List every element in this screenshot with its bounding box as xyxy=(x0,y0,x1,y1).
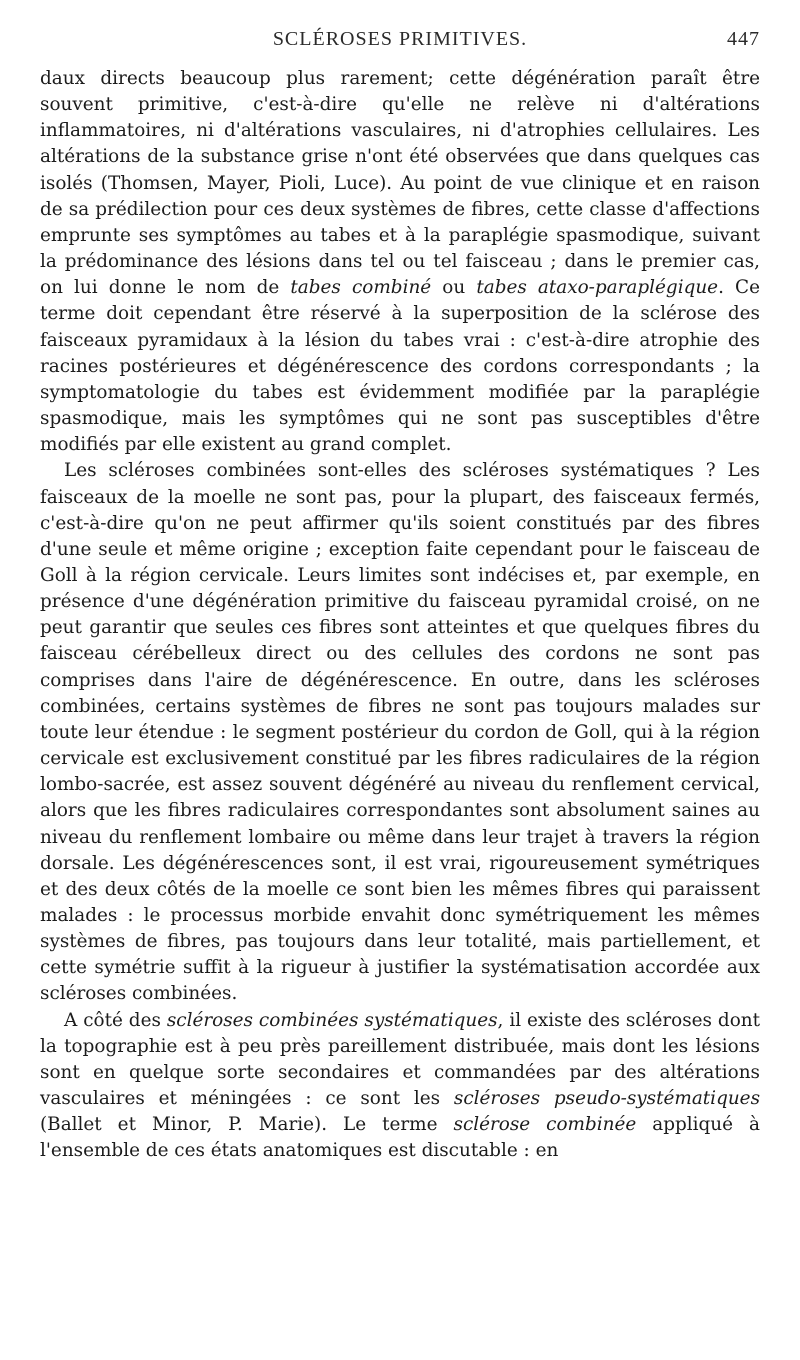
italic-term: tabes combiné xyxy=(290,277,432,299)
text-run: daux directs beaucoup plus rarement; cette dégénération paraît être souvent primitive, c'est-à-dire qu'elle ne relève ni d'altérations inflammatoires, ni d'altérations vasculaires, ni d'atrophies cellulaires. Les altérations de la substance grise n'ont été observées que dans quelques cas isolés (Thomsen, Mayer, Pioli, Luce). Au point de vue clinique et en raison de sa prédilection pour ces deux systèmes de fibres, cette classe d'affections emprunte ses symptômes au tabes et à la paraplégie spasmodique, suivant la prédominance des lésions dans tel ou tel faisceau ; dans le premier cas, on lui donne le nom de xyxy=(40,68,760,299)
italic-term: scléroses pseudo-systématiques xyxy=(453,1088,761,1110)
text-run: ou xyxy=(431,277,477,299)
paragraph-continuation xyxy=(40,66,760,458)
italic-term: tabes ataxo-paraplégique xyxy=(476,277,719,299)
text-run: (Ballet et Minor, P. Marie). Le terme xyxy=(40,1114,454,1136)
book-page xyxy=(40,28,760,1165)
text-run: appliqué à l'ensemble de ces états anatomiques est discutable : en xyxy=(40,1114,760,1162)
text-run: A côté des xyxy=(64,1009,167,1031)
running-head xyxy=(40,28,760,58)
paragraph-systematic-question: Les scléroses combinées sont-elles des scléroses systématiques ? Les faisceaux de la moelle ne sont pas, pour la plupart, des faisceaux fermés, c'est-à-dire qu'on ne peut affirmer qu'ils soient constitués par des fibres d'une seule et même origine ; exception faite cependant pour le faisceau de Goll à la région cervicale. Leurs limites sont indécises et, par exemple, en présence d'une dégénération primitive du faisceau pyramidal croisé, on ne peut garantir que seules ces fibres sont atteintes et que quelques fibres du faisceau cérébelleux direct ou des cellules des cordons ne sont pas comprises dans l'aire de dégénérescence. En outre, dans les scléroses combinées, certains systèmes de fibres ne sont pas toujours malades sur toute leur étendue : le segment postérieur du cordon de Goll, qui à la région cervicale est exclusivement constitué par les fibres radiculaires de la région lombo-sacrée, est assez souvent dégénéré au niveau du renflement cervical, alors que les fibres radiculaires correspondantes sont absolument saines au niveau du renflement lombaire ou même dans leur trajet à travers la région dorsale. Les dégénérescences sont, il est vrai, rigoureusement symétriques et des deux côtés de la moelle ce sont bien les mêmes fibres qui paraissent malades : le processus morbide envahit donc symétriquement les mêmes systèmes de fibres, pas toujours dans leur totalité, mais partiellement, et cette symétrie suffit à la rigueur à justifier la systématisation accordée aux scléroses combinées. xyxy=(40,460,760,1005)
italic-term: scléroses combinées systématiques xyxy=(166,1009,498,1031)
italic-term: sclérose combinée xyxy=(453,1114,637,1136)
page-number: 447 xyxy=(727,28,760,50)
text-run: . Ce terme doit cependant être réservé à la superposition de la sclérose des faisceaux pyramidaux à la lésion du tabes vrai : c'est-à-dire atrophie des racines postérieures et dégénérescence des cordons correspondants ; la symptomatologie du tabes est évidemment modifiée par la paraplégie spasmodique, mais les symptômes qui ne sont pas susceptibles d'être modifiés par elle existent au grand complet. xyxy=(40,277,760,456)
running-title: SCLÉROSES PRIMITIVES. xyxy=(272,28,528,50)
paragraph-pseudo-systematic xyxy=(40,1008,760,1165)
text-run: , il existe des scléroses dont la topographie est à peu près pareillement distribuée, mais dont les lésions sont en quelque sorte secondaires et commandées par des altérations vasculaires et méningées : ce sont les xyxy=(40,1009,761,1110)
body-text xyxy=(40,66,760,1165)
